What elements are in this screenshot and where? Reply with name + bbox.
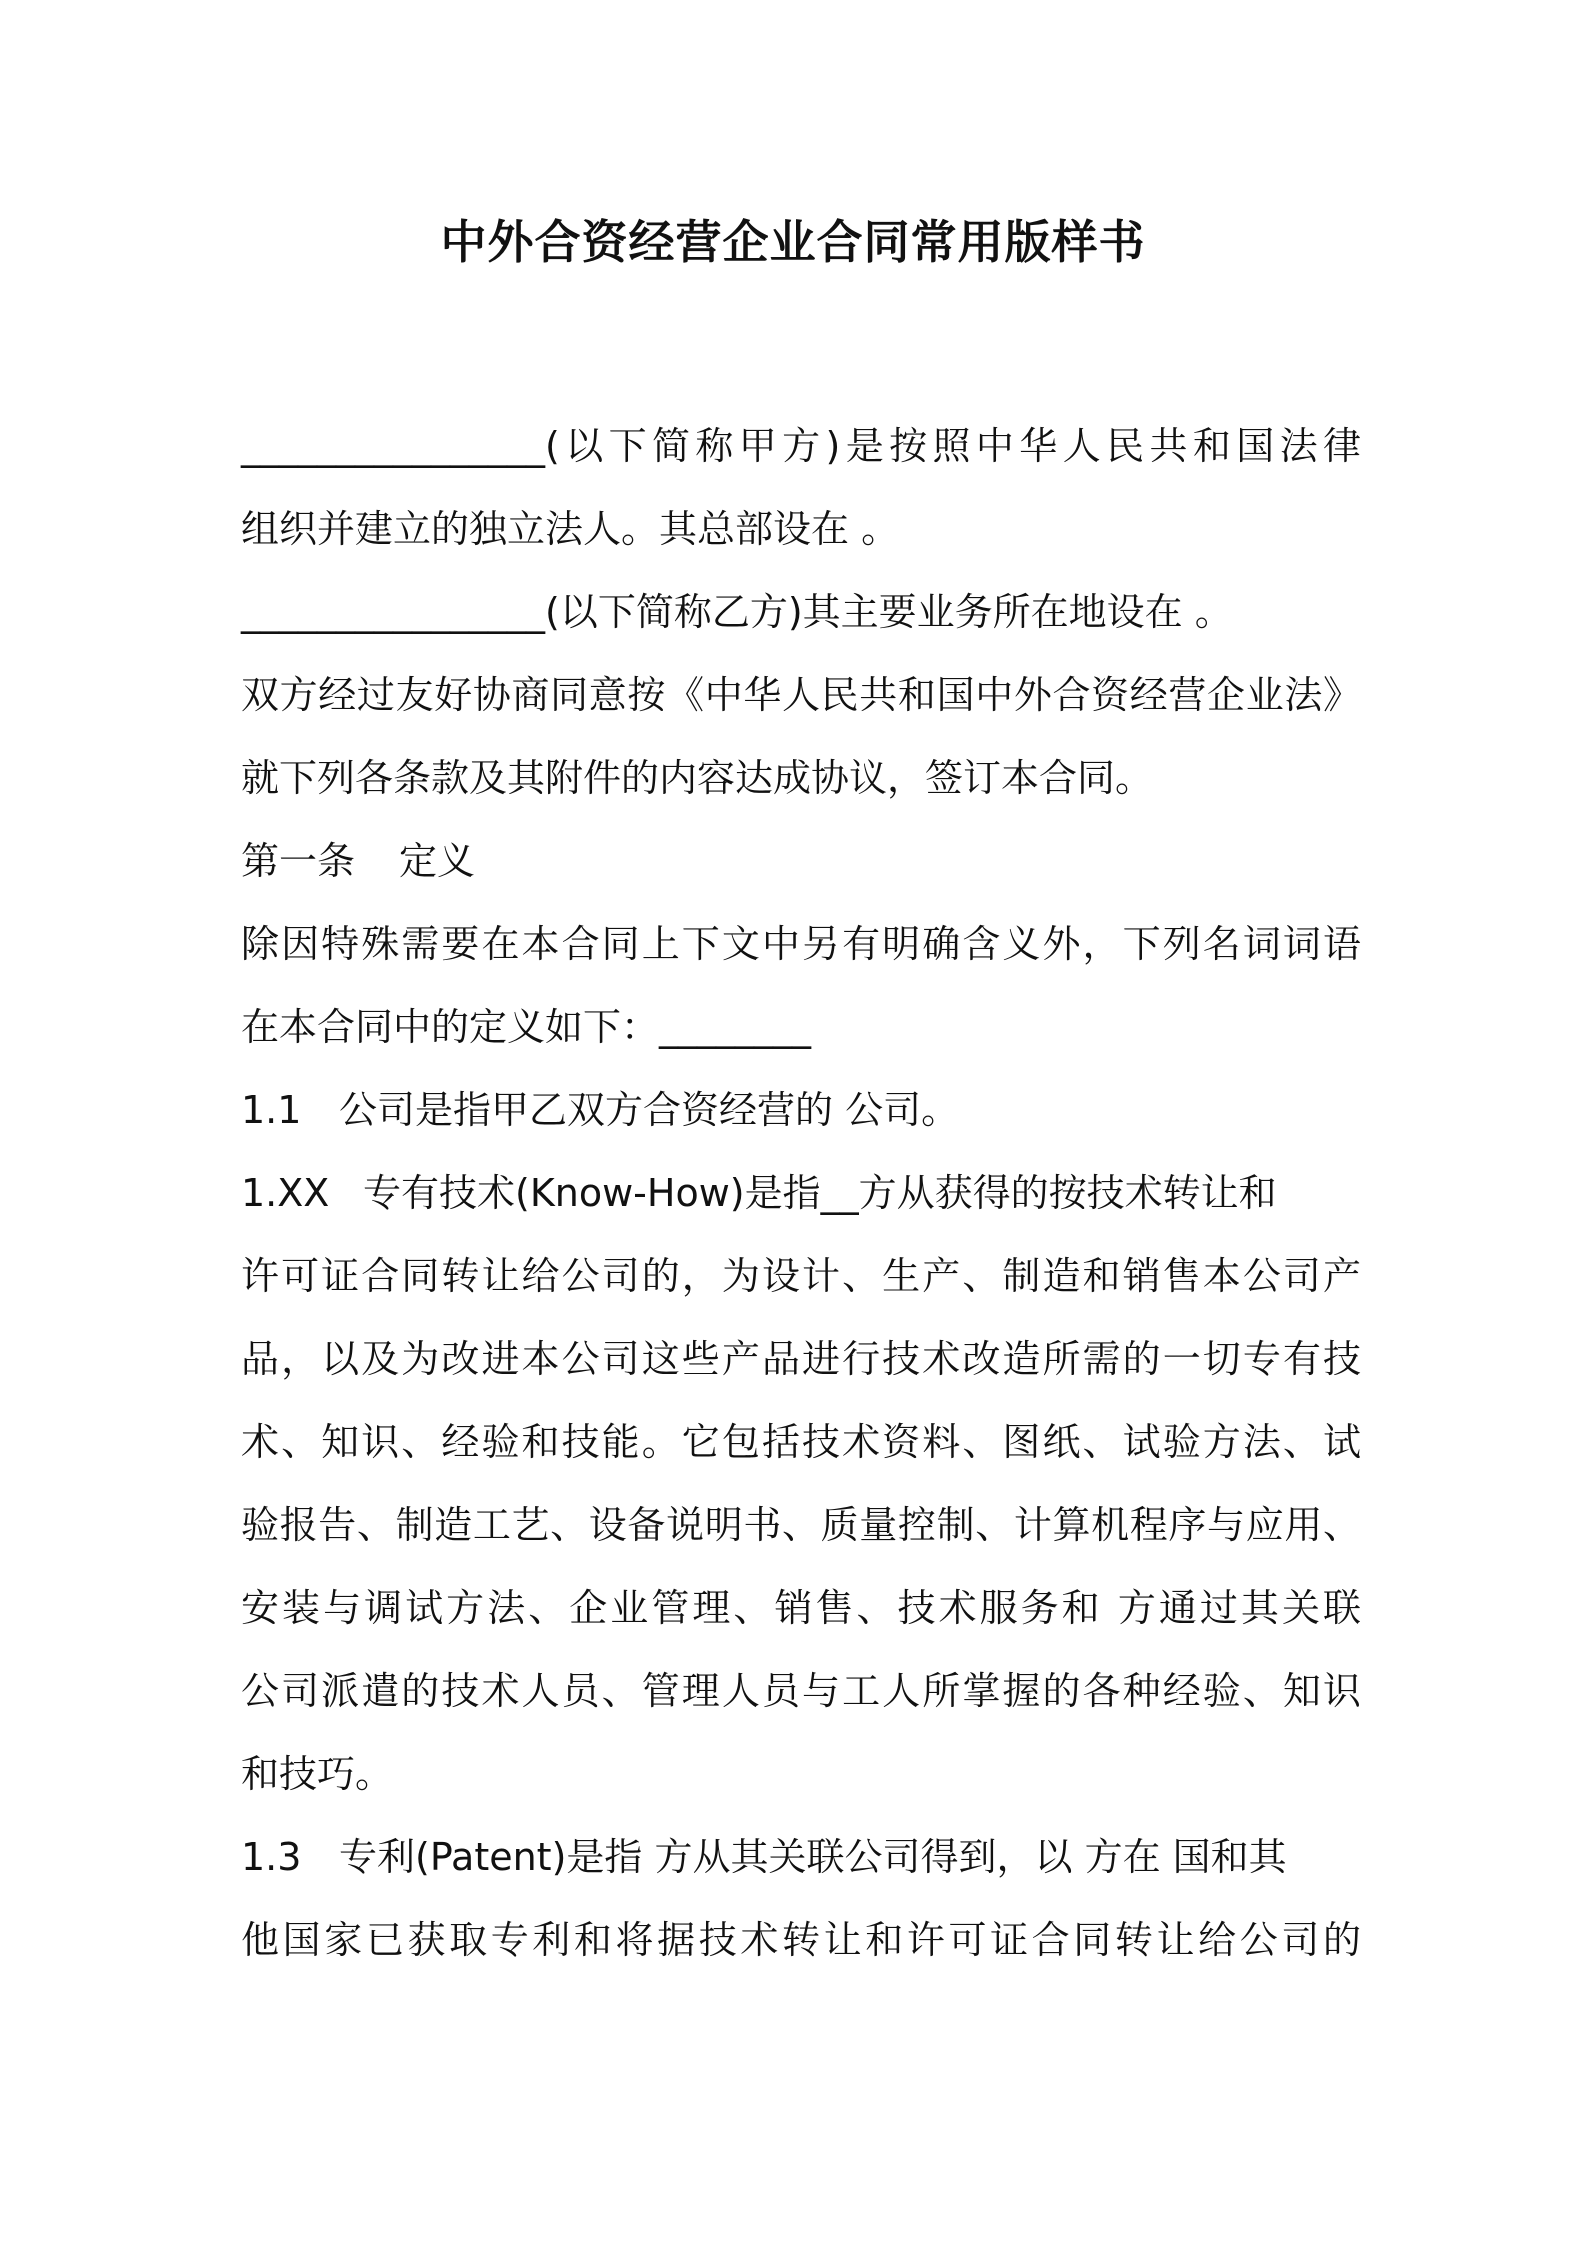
clause-line [241, 1069, 1361, 1152]
paragraph-line: ________________(以下简称甲方)是按照中华人民共和国法律 [241, 424, 1361, 468]
paragraph-line: 品，以及为改进本公司这些产品进行技术改造所需的一切专有技 [241, 1337, 1361, 1381]
paragraph-line: 就下列各条款及其附件的内容达成协议，签订本合同。 [241, 756, 1154, 800]
paragraph-line: 许可证合同转让给公司的，为设计、生产、制造和销售本公司产 [241, 1254, 1361, 1298]
paragraph-line: 在本合同中的定义如下：________ [241, 1005, 812, 1049]
paragraph-line: 组织并建立的独立法人。其总部设在 。 [241, 507, 900, 551]
clause-line [241, 1152, 1361, 1235]
article-number: 第一条 [241, 839, 356, 883]
clause-number: 1.XX [241, 1171, 330, 1215]
article-heading [241, 820, 1361, 903]
article-title: 定义 [399, 839, 476, 883]
clause-number: 1.1 [241, 1088, 302, 1132]
paragraph-line: 除因特殊需要在本合同上下文中另有明确含义外，下列名词词语 [241, 922, 1361, 966]
paragraph-line: 术、知识、经验和技能。它包括技术资料、图纸、试验方法、试 [241, 1420, 1361, 1464]
paragraph-line: 双方经过友好协商同意按《中华人民共和国中外合资经营企业法》 [241, 673, 1361, 717]
paragraph-line: 安装与调试方法、企业管理、销售、技术服务和 方通过其关联 [241, 1586, 1361, 1630]
clause-text: 公司是指甲乙双方合资经营的 公司。 [339, 1088, 960, 1132]
document-title: 中外合资经营企业合同常用版样书 [440, 215, 1146, 269]
paragraph-line: 公司派遣的技术人员、管理人员与工人所掌握的各种经验、知识 [241, 1669, 1361, 1713]
paragraph-line: ________________(以下简称乙方)其主要业务所在地设在 。 [241, 590, 1233, 634]
clause-text: 专有技术(Know-How)是指__方从获得的按技术转让和 [363, 1171, 1277, 1215]
paragraph-line: 他国家已获取专利和将据技术转让和许可证合同转让给公司的 [241, 1918, 1361, 1962]
document-body [241, 405, 1361, 1982]
clause-text: 专利(Patent)是指 方从其关联公司得到，以 方在 国和其 [339, 1835, 1287, 1879]
paragraph-line: 和技巧。 [241, 1752, 394, 1796]
paragraph-line: 验报告、制造工艺、设备说明书、质量控制、计算机程序与应用、 [241, 1503, 1361, 1547]
clause-number: 1.3 [241, 1835, 302, 1879]
clause-line [241, 1816, 1361, 1899]
